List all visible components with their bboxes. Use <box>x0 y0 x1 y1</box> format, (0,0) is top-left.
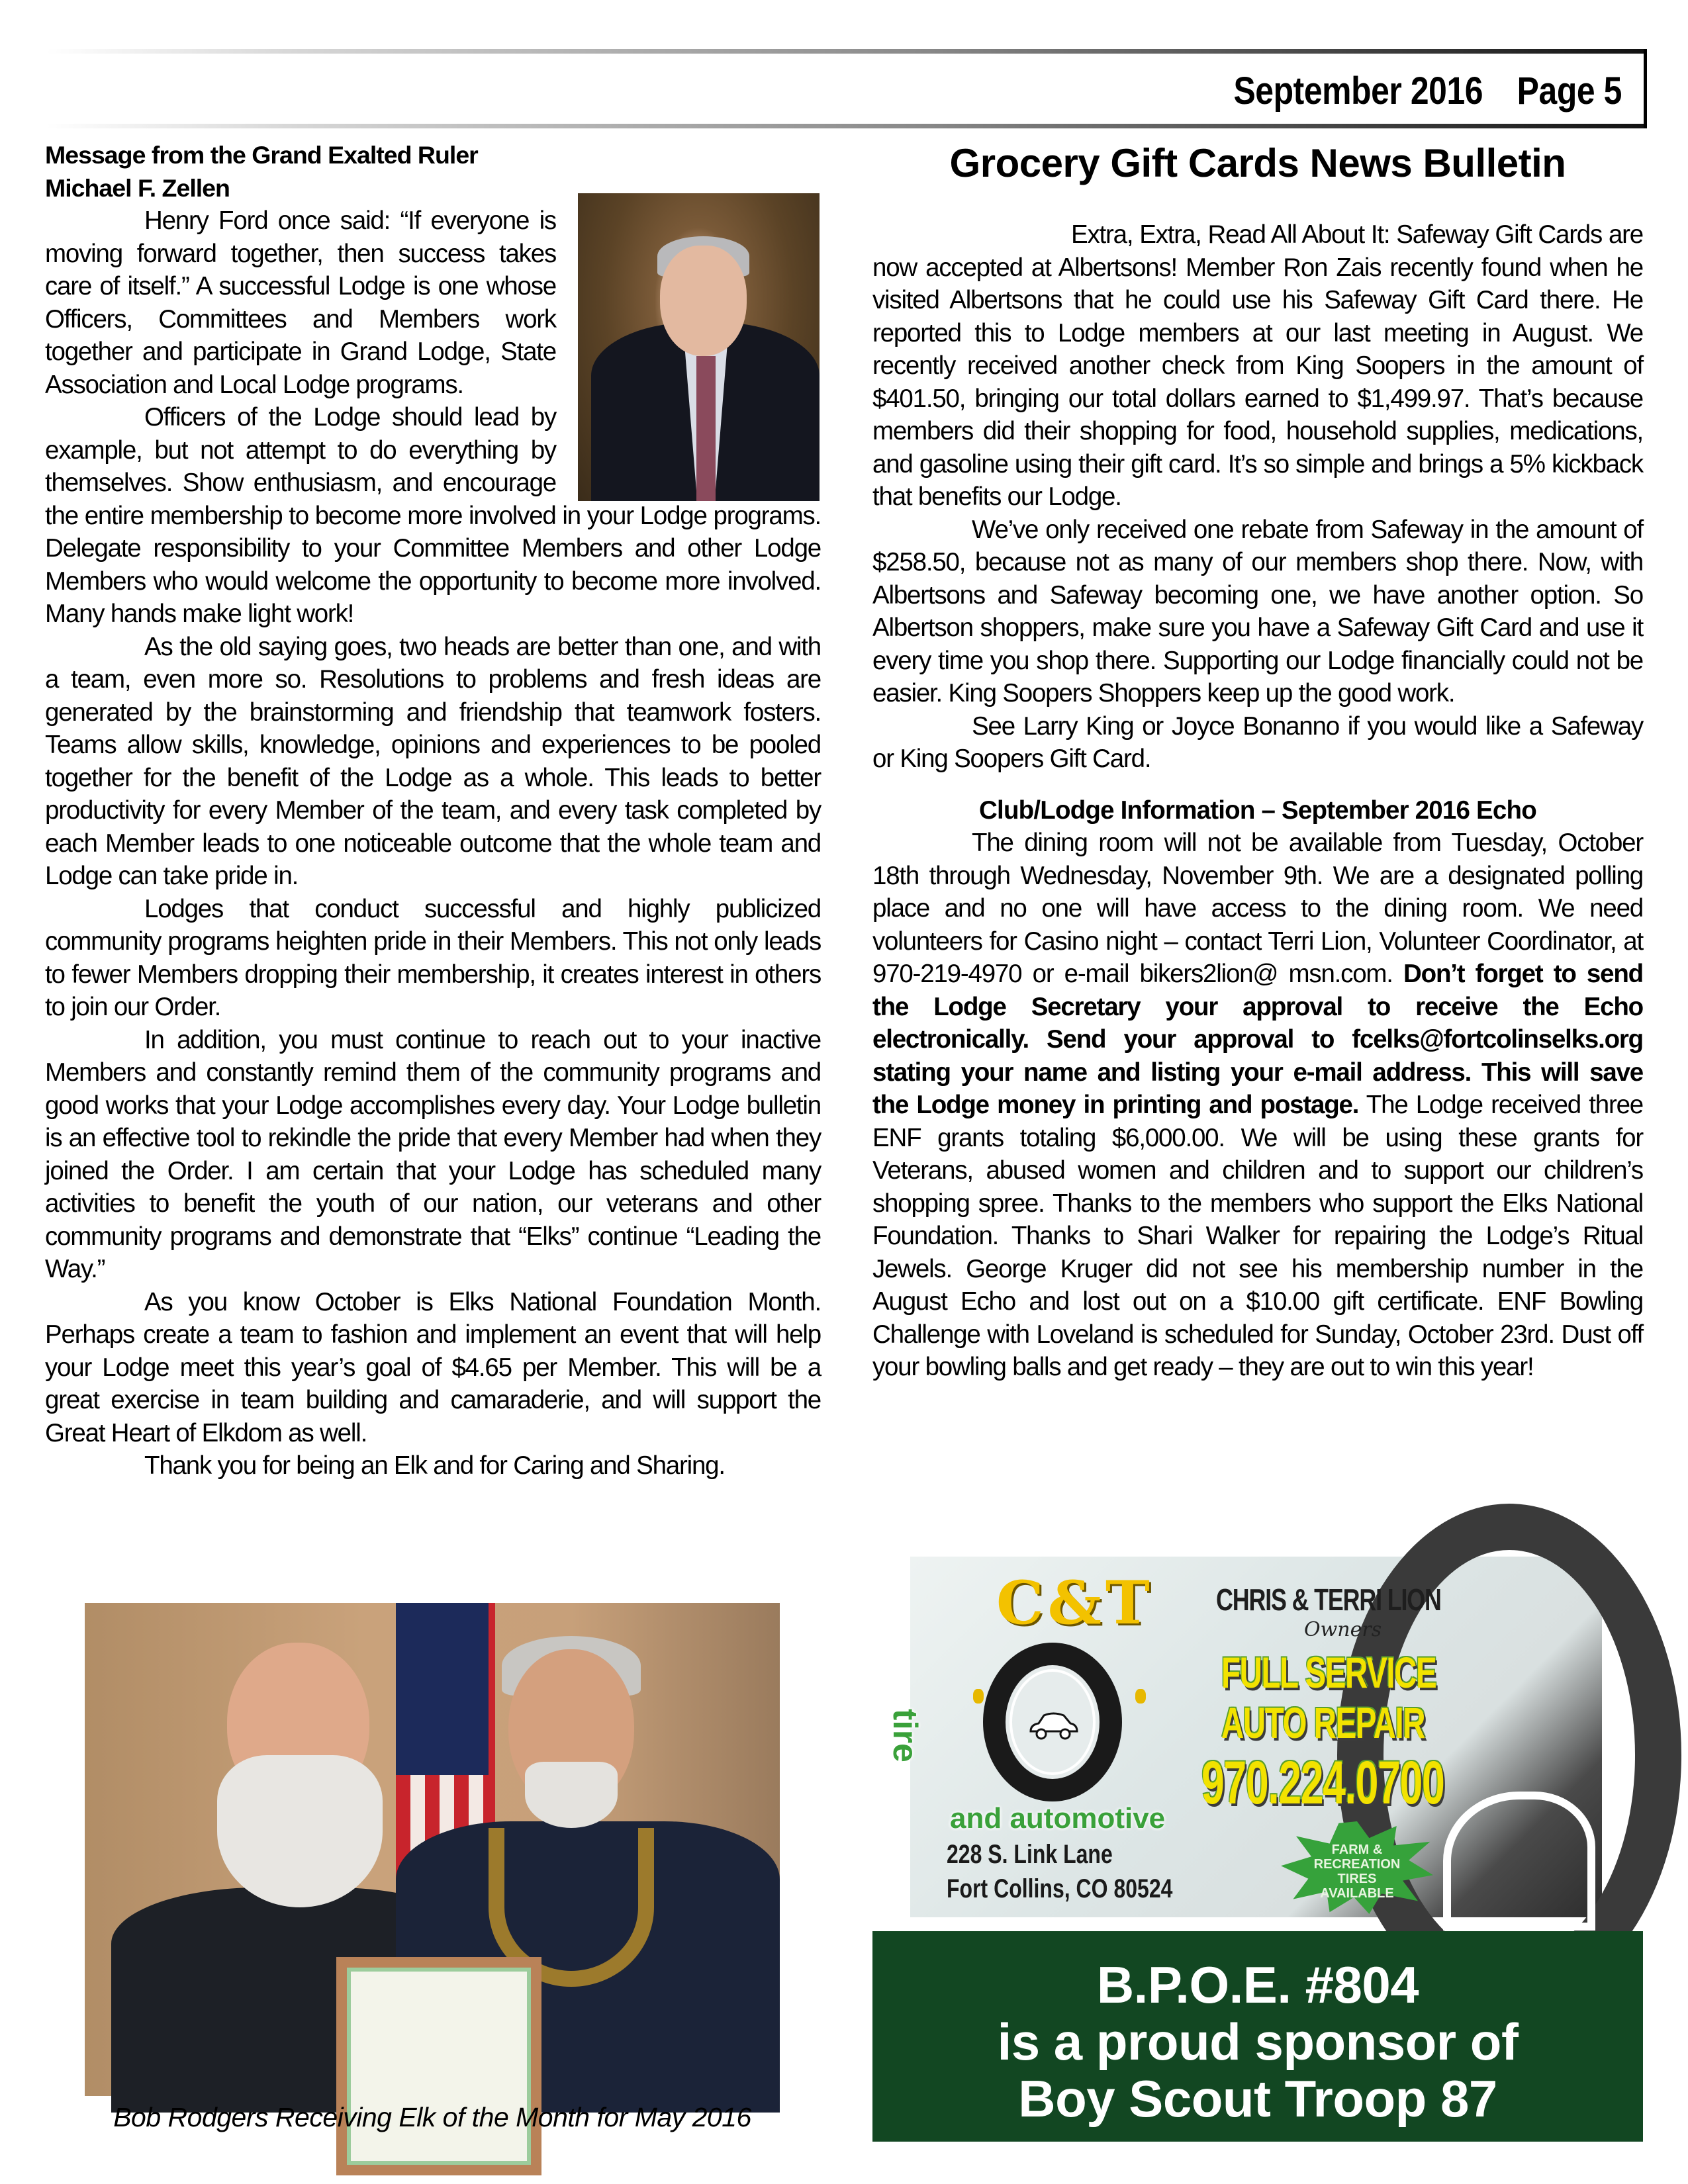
logo-word-automotive: and automotive <box>950 1802 1166 1835</box>
club-info-heading: Club/Lodge Information – September 2016 Echo <box>979 796 1536 825</box>
sponsor-line-2: is a proud sponsor of <box>997 2013 1519 2071</box>
photo-face <box>660 246 747 356</box>
gift-cards-article <box>872 139 1643 1384</box>
sponsor-line-3: Boy Scout Troop 87 <box>1018 2070 1497 2128</box>
header-rule-edge <box>1644 49 1647 128</box>
award-photo <box>85 1603 780 2096</box>
club-info-text: The Lodge received three ENF grants totaling $6,000.00. We will be using these grants for Veterans, abused women and children and to support our children’s shopping spree. Thanks to the members who support the Elks National Foundation. Thanks to Shari Walker for repairing the Lodge’s Ritual Jewels. George Kruger did not see his membership number in the August Echo and lost out on a $10.00 gift certificate. ENF Bowling Challenge with Loveland is scheduled for Sunday, October 23rd. Dust off your bowling balls and get ready – they are out to win this year! <box>872 1091 1643 1381</box>
car-icon <box>1027 1709 1080 1742</box>
article-paragraph: Officers of the Lodge should lead by example, but not attempt to do everything by themselves. Show enthusiasm, and encourage the entire membership to become more involved in your Lodge programs. Delegate responsibility to your Committee Members and other Lodge Members who would welcome the opportunity to become more involved. Many hands make light work! <box>45 403 821 628</box>
article-paragraph: Extra, Extra, Read All About It: Safeway Gift Cards are now accepted at Albertsons! Member Ron Zais recently found when he visited Albertsons that he could use his Safeway Gift Card there. He reported this to Lodge members at our last meeting in August. We recently received another check from King Soopers in the amount of $401.50, bringing our total dollars earned to $1,499.97. That’s because members did their shopping for food, household supplies, medications, and gasoline using their gift card. It’s so simple and brings a 5% kickback that benefits our Lodge. <box>872 220 1643 511</box>
ad-phone: 970.224.0700 <box>1201 1749 1444 1817</box>
ct-tire-advertisement <box>886 1557 1602 1917</box>
title-spacer <box>872 193 1643 218</box>
logo-dot <box>1135 1689 1146 1704</box>
logo-dot <box>973 1689 984 1704</box>
certificate <box>336 1957 541 2175</box>
person-right-beard <box>525 1762 618 1828</box>
page-header <box>46 49 1647 128</box>
article-title: Grocery Gift Cards News Bulletin <box>949 141 1566 185</box>
issue-date: September 2016 <box>1233 69 1483 113</box>
portrait-photo <box>578 193 820 501</box>
club-info-text: The dining room will not be available from Tuesday, October 18th through Wednesday, November 9th. We are a designated polling place and no one will have access to the dining room. We need volunteers for Casino night – contact Terri Lion, Volunteer Coordinator, at 970-219-4970 or e-mail bikers2lion@ msn.com. <box>872 829 1643 988</box>
article-paragraph: We’ve only received one rebate from Safeway in the amount of $258.50, because not as many of our members shop there. Now, with Albertsons and Safeway becoming one, we have another option. So Albertson shoppers, make sure you have a Safeway Gift Card and use it every time you shop there. Supporting our Lodge financially could not be easier. King Soopers Shoppers keep up the good work. <box>872 515 1643 707</box>
owners-label: Owners <box>1304 1618 1382 1641</box>
ad-address-line-2: Fort Collins, CO 80524 <box>947 1874 1173 1903</box>
article-paragraph: As you know October is Elks National Foundation Month. Perhaps create a team to fashion and implement an event that will help your Lodge meet this year’s goal of $4.65 per Member. This will be a great exercise in team building and camaraderie, and will support the Great Heart of Elkdom as well. <box>45 1287 821 1447</box>
article-paragraph: Lodges that conduct successful and highly publicized community programs heighten pride in their Members. This not only leads to fewer Members dropping their membership, it creates interest in others to join our Order. <box>45 894 821 1021</box>
article-paragraph: Thank you for being an Elk and for Caring and Sharing. <box>144 1451 725 1480</box>
photo-tie <box>696 356 716 501</box>
article-paragraph: In addition, you must continue to reach out to your inactive Members and constantly remind them of the community programs and good works that your Lodge accomplishes every day. Your Lodge bulletin is an effective tool to rekindle the pride that every Member had when they joined the Order. I am certain that your Lodge has scheduled many activities to benefit the youth of our nation, our veterans and other community programs and demonstrate that “Elks” continue “Leading the Way.” <box>45 1025 821 1283</box>
badge-text: FARM & RECREATION TIRES AVAILABLE <box>1313 1843 1401 1901</box>
article-paragraph: Henry Ford once said: “If everyone is moving forward together, then success takes care of itself.” A successful Lodge is one whose Officers, Committees and Members work together and participate in Grand Lodge, State Association and Local Lodge programs. <box>45 206 556 399</box>
service-line-2: AUTO REPAIR <box>1221 1698 1425 1747</box>
ad-address-line-1: 228 S. Link Lane <box>947 1840 1113 1869</box>
article-paragraph: See Larry King or Joyce Bonanno if you would like a Safeway or King Soopers Gift Card. <box>872 711 1643 773</box>
logo-word-tire: tire <box>886 1709 924 1762</box>
header-rule-bottom <box>46 124 1647 128</box>
ad-logo: C&T <box>996 1568 1154 1638</box>
car-outline-graphic <box>1443 1792 1595 1931</box>
club-info-bold-notice: Don’t forget to send the Lodge Secretary your approval to receive the Echo electronically. Send your approval to fcelks@fortcolinselks.org stating your name and listing your e-mail address. This will save the Lodge money in printing and postage. <box>872 960 1643 1119</box>
photo-caption: Bob Rodgers Receiving Elk of the Month for May 2016 <box>113 2102 751 2132</box>
article-heading: Message from the Grand Exalted Ruler <box>45 141 478 169</box>
certificate-paper <box>347 1968 531 2165</box>
header-rule-top <box>46 49 1647 54</box>
owner-names: CHRIS & TERRI LION <box>1216 1582 1441 1617</box>
service-line-1: FULL SERVICE <box>1221 1648 1436 1697</box>
tire-logo <box>983 1643 1122 1801</box>
article-author: Michael F. Zellen <box>45 173 230 202</box>
sponsor-line-1: B.P.O.E. #804 <box>1096 1956 1419 2014</box>
sponsor-box <box>872 1931 1643 2142</box>
flag-stars <box>396 1603 489 1775</box>
article-paragraph: As the old saying goes, two heads are better than one, and with a team, even more so. Resolutions to problems and fresh ideas are generated by the brainstorming and friendship that teamwork fosters. Teams allow skills, knowledge, opinions and experiences to be pooled together for the benefit of the Lodge as a whole. This leads to better productivity for every Member of the team, and every task completed by each Member leads to one noticeable outcome that the whole team and Lodge can take pride in. <box>45 632 821 890</box>
club-info-paragraph <box>872 827 1643 1384</box>
page-number: Page 5 <box>1517 69 1622 113</box>
header-text <box>1234 69 1622 113</box>
person-left-beard <box>217 1755 383 1907</box>
